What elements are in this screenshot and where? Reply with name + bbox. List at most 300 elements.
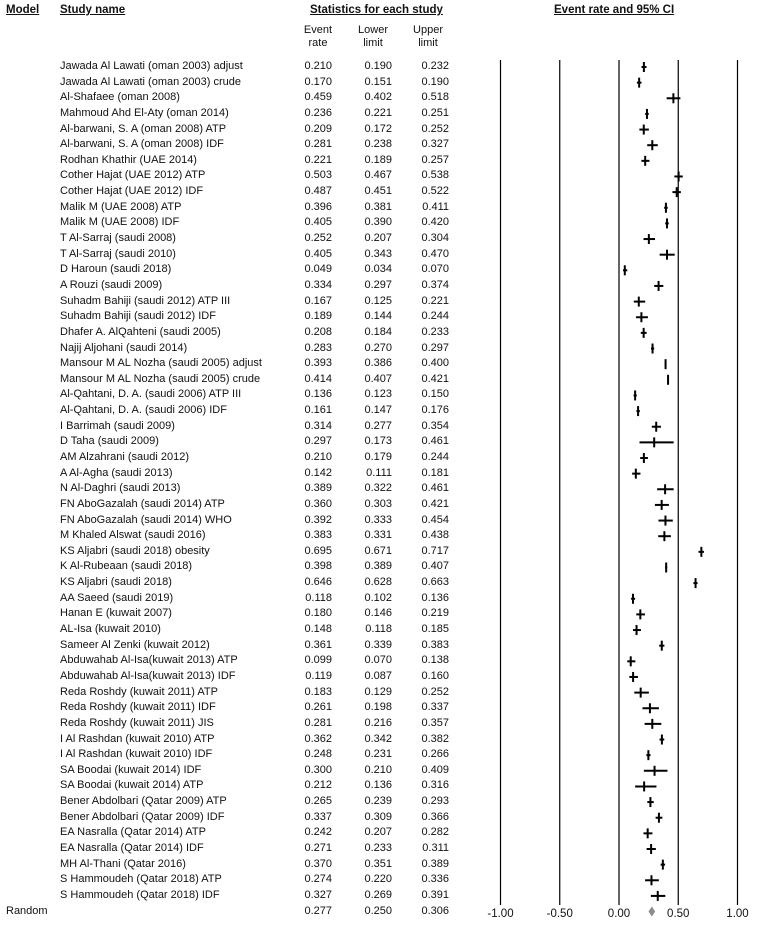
lower-limit: 0.220	[364, 873, 392, 886]
event-rate: 0.183	[304, 685, 332, 698]
study-name: FN AboGazalah (saudi 2014) WHO	[60, 513, 232, 526]
table-row	[0, 888, 470, 903]
study-marker	[674, 171, 682, 181]
study-name-header: Study name	[60, 4, 126, 16]
table-row	[0, 669, 470, 684]
event-rate: 0.210	[304, 60, 332, 72]
table-row	[0, 622, 470, 637]
event-rate: 0.414	[304, 372, 332, 385]
table-row	[0, 497, 470, 512]
event-rate: 0.170	[304, 75, 332, 88]
table-row	[0, 75, 470, 90]
study-marker	[651, 891, 665, 901]
study-marker	[672, 187, 680, 197]
table-row	[0, 481, 470, 496]
upper-limit: 0.257	[421, 153, 449, 166]
lower-limit: 0.173	[364, 435, 392, 448]
upper-limit: 0.366	[421, 810, 449, 823]
table-row	[0, 59, 470, 74]
lower-limit: 0.136	[364, 779, 392, 792]
lower-limit: 0.342	[364, 732, 392, 745]
event-rate: 0.261	[304, 701, 332, 714]
event-rate: 0.300	[304, 763, 332, 776]
event-rate: 0.277	[304, 904, 332, 917]
study-marker	[658, 516, 672, 526]
study-marker	[651, 344, 654, 354]
lower-limit: 0.351	[364, 857, 392, 870]
study-name: A Rouzi (saudi 2009)	[60, 278, 163, 291]
study-name: I Barrimah (saudi 2009)	[60, 419, 175, 432]
lower-limit: 0.238	[364, 138, 392, 151]
lower-limit: 0.087	[364, 669, 392, 682]
study-marker	[633, 625, 641, 635]
study-marker	[652, 422, 661, 432]
table-row	[0, 168, 470, 183]
table-row	[0, 700, 470, 715]
study-marker	[667, 375, 669, 385]
upper-limit-header	[403, 24, 453, 50]
x-tick-label: 0.50	[667, 908, 690, 920]
upper-limit: 0.316	[421, 779, 449, 792]
study-name: Al-Shafaee (oman 2008)	[60, 91, 180, 104]
upper-limit: 0.407	[421, 560, 449, 573]
lower-limit: 0.407	[364, 372, 392, 385]
upper-limit: 0.251	[421, 106, 449, 119]
upper-limit: 0.252	[421, 685, 449, 698]
event-rate: 0.362	[304, 732, 332, 745]
study-name: KS Aljabri (saudi 2018) obesity	[60, 544, 210, 557]
upper-limit: 0.176	[421, 404, 449, 417]
upper-limit: 0.421	[421, 497, 449, 510]
upper-limit: 0.219	[421, 607, 449, 620]
event-rate: 0.161	[304, 404, 332, 417]
event-rate-header	[293, 24, 343, 50]
lower-limit: 0.172	[364, 122, 392, 135]
upper-limit: 0.160	[421, 669, 449, 682]
study-name: Dhafer A. AlQahteni (saudi 2005)	[60, 325, 221, 338]
lower-limit: 0.250	[364, 904, 392, 917]
table-row	[0, 153, 470, 168]
table-row	[0, 137, 470, 152]
event-rate: 0.297	[304, 435, 332, 448]
study-marker	[641, 156, 649, 166]
event-rate: 0.361	[304, 638, 332, 651]
upper-limit: 0.336	[421, 873, 449, 886]
study-name: AM Alzahrani (saudi 2012)	[60, 451, 190, 463]
upper-limit: 0.409	[421, 763, 449, 776]
study-name: Mahmoud Ahd El-Aty (oman 2014)	[60, 106, 229, 119]
upper-limit: 0.304	[421, 232, 449, 245]
study-name: D Taha (saudi 2009)	[60, 435, 159, 448]
event-rate: 0.189	[304, 310, 332, 323]
lower-limit: 0.628	[364, 576, 392, 589]
study-name: MH Al-Thani (Qatar 2016)	[60, 857, 186, 870]
lower-limit: 0.216	[364, 716, 392, 729]
table-row	[0, 528, 470, 543]
study-marker	[645, 875, 659, 885]
table-row	[0, 325, 470, 340]
lower-limit: 0.467	[364, 169, 392, 182]
study-name: Al-barwani, S. A (oman 2008) ATP	[60, 122, 227, 135]
lower-limit: 0.331	[364, 529, 392, 542]
lower-limit: 0.034	[364, 263, 392, 276]
study-name: Jawada Al Lawati (oman 2003) adjust	[60, 60, 243, 72]
lower-limit: 0.221	[364, 106, 392, 119]
lower-limit: 0.322	[364, 482, 392, 495]
study-name: Mansour M AL Nozha (saudi 2005) crude	[60, 372, 261, 385]
lower-limit-header	[348, 24, 398, 50]
upper-limit: 0.306	[421, 904, 449, 917]
study-marker	[647, 797, 653, 807]
lower-limit: 0.239	[364, 795, 392, 808]
event-rate: 0.148	[304, 623, 332, 636]
summary-row	[0, 904, 470, 919]
table-row	[0, 857, 470, 872]
table-row	[0, 778, 470, 793]
study-name: Hanan E (kuwait 2007)	[60, 607, 172, 620]
upper-limit: 0.233	[421, 325, 449, 338]
study-name: Cother Hajat (UAE 2012) IDF	[60, 185, 204, 198]
lower-limit-header-line2: limit	[363, 37, 383, 49]
table-row	[0, 403, 470, 418]
study-name: Reda Roshdy (kuwait 2011) ATP	[60, 685, 218, 698]
study-marker	[623, 265, 627, 275]
study-name: EA Nasralla (Qatar 2014) IDF	[60, 842, 204, 854]
study-name: Mansour M AL Nozha (saudi 2005) adjust	[60, 357, 262, 370]
upper-limit: 0.221	[421, 294, 449, 307]
study-name: Malik M (UAE 2008) ATP	[60, 200, 182, 213]
event-rate: 0.212	[304, 779, 332, 792]
study-marker	[658, 531, 671, 541]
study-marker	[636, 312, 648, 322]
lower-limit: 0.146	[364, 607, 392, 620]
lower-limit: 0.277	[364, 419, 392, 432]
lower-limit: 0.343	[364, 247, 392, 260]
event-rate: 0.327	[304, 888, 332, 901]
study-name: SA Boodai (kuwait 2014) IDF	[60, 763, 202, 776]
study-marker	[634, 297, 645, 307]
upper-limit: 0.190	[421, 75, 449, 88]
study-name: Suhadm Bahiji (saudi 2012) IDF	[60, 310, 216, 323]
event-rate: 0.242	[304, 826, 332, 839]
lower-limit: 0.297	[364, 278, 392, 291]
event-rate: 0.389	[304, 482, 332, 495]
event-rate: 0.695	[304, 544, 332, 557]
upper-limit: 0.421	[421, 372, 449, 385]
lower-limit: 0.451	[364, 185, 392, 198]
lower-limit: 0.390	[364, 216, 392, 229]
upper-limit: 0.327	[421, 138, 449, 151]
lower-limit: 0.190	[364, 60, 392, 72]
event-rate: 0.405	[304, 247, 332, 260]
event-rate: 0.236	[304, 106, 332, 119]
event-rate: 0.459	[304, 91, 332, 104]
event-rate: 0.392	[304, 513, 332, 526]
event-rate: 0.252	[304, 232, 332, 245]
model-header: Model	[6, 4, 40, 16]
study-marker	[654, 281, 663, 291]
study-marker	[645, 109, 649, 119]
upper-limit: 0.297	[421, 341, 449, 354]
lower-limit-header-line1: Lower	[358, 24, 388, 36]
study-marker	[640, 453, 648, 463]
upper-limit: 0.391	[421, 888, 449, 901]
table-row	[0, 638, 470, 653]
event-rate: 0.370	[304, 857, 332, 870]
event-rate: 0.142	[304, 466, 332, 479]
table-row	[0, 841, 470, 856]
upper-limit: 0.244	[421, 451, 449, 463]
study-name: Malik M (UAE 2008) IDF	[60, 216, 180, 229]
study-name: EA Nasralla (Qatar 2014) ATP	[60, 826, 206, 839]
event-rate: 0.136	[304, 388, 332, 401]
upper-limit: 0.420	[421, 216, 449, 229]
study-marker	[639, 125, 648, 135]
lower-limit: 0.381	[364, 200, 392, 213]
table-row	[0, 575, 470, 590]
event-rate: 0.099	[304, 654, 332, 667]
event-rate: 0.221	[304, 153, 332, 166]
upper-limit: 0.252	[421, 122, 449, 135]
study-name: Jawada Al Lawati (oman 2003) crude	[60, 75, 241, 88]
model-label: Random	[6, 904, 48, 917]
lower-limit: 0.125	[364, 294, 392, 307]
study-name: N Al-Daghri (saudi 2013)	[60, 482, 181, 495]
lower-limit: 0.402	[364, 91, 392, 104]
upper-limit: 0.454	[421, 513, 449, 526]
event-rate: 0.360	[304, 497, 332, 510]
upper-limit: 0.389	[421, 857, 449, 870]
study-marker	[661, 860, 666, 870]
event-rate: 0.283	[304, 341, 332, 354]
lower-limit: 0.147	[364, 404, 392, 417]
study-marker	[665, 562, 667, 572]
study-name: Rodhan Khathir (UAE 2014)	[60, 153, 197, 166]
study-marker	[667, 93, 681, 103]
study-name: Sameer Al Zenki (kuwait 2012)	[60, 638, 210, 651]
event-rate: 0.209	[304, 122, 332, 135]
event-rate: 0.118	[305, 591, 332, 604]
lower-limit: 0.129	[364, 685, 392, 698]
study-marker	[647, 140, 658, 150]
study-name: SA Boodai (kuwait 2014) ATP	[60, 779, 204, 792]
study-name: K Al-Rubeaan (saudi 2018)	[60, 560, 193, 573]
study-marker	[641, 328, 647, 338]
event-rate: 0.180	[304, 607, 332, 620]
study-name: M Khaled Alswat (saudi 2016)	[60, 529, 206, 542]
table-row	[0, 513, 470, 528]
event-rate: 0.210	[304, 451, 332, 463]
study-marker	[665, 218, 669, 228]
study-marker	[629, 672, 638, 682]
study-marker	[637, 78, 642, 88]
event-rate: 0.383	[304, 529, 332, 542]
table-row	[0, 278, 470, 293]
lower-limit: 0.231	[364, 748, 392, 761]
study-marker	[659, 641, 664, 651]
upper-limit: 0.382	[421, 732, 449, 745]
study-name: Al-Qahtani, D. A. (saudi 2006) IDF	[60, 404, 227, 417]
table-row	[0, 262, 470, 277]
x-tick-label: -1.00	[487, 908, 514, 920]
event-rate: 0.281	[304, 138, 332, 151]
upper-limit: 0.438	[421, 529, 449, 542]
lower-limit: 0.123	[364, 388, 392, 401]
table-row	[0, 231, 470, 246]
study-marker	[699, 547, 704, 557]
upper-limit: 0.136	[421, 591, 449, 604]
lower-limit: 0.184	[364, 325, 392, 338]
event-rate: 0.281	[304, 716, 332, 729]
upper-limit: 0.400	[421, 357, 449, 370]
lower-limit: 0.118	[365, 623, 392, 636]
lower-limit: 0.333	[364, 513, 392, 526]
upper-limit: 0.181	[421, 466, 449, 479]
study-marker	[655, 500, 669, 510]
study-name: Bener Abdolbari (Qatar 2009) ATP	[60, 795, 227, 808]
study-name: Abduwahab Al-Isa(kuwait 2013) IDF	[60, 669, 236, 682]
table-row	[0, 356, 470, 371]
table-row	[0, 466, 470, 481]
table-row	[0, 247, 470, 262]
table-row	[0, 794, 470, 809]
table-row	[0, 106, 470, 121]
study-name: I Al Rashdan (kuwait 2010) ATP	[60, 732, 215, 745]
lower-limit: 0.207	[364, 232, 392, 245]
event-rate: 0.393	[304, 357, 332, 370]
lower-limit: 0.386	[364, 357, 392, 370]
lower-limit: 0.151	[364, 75, 392, 88]
lower-limit: 0.102	[364, 591, 392, 604]
event-rate: 0.396	[304, 200, 332, 213]
upper-limit: 0.538	[421, 169, 449, 182]
study-marker	[644, 828, 653, 838]
study-name: Suhadm Bahiji (saudi 2012) ATP III	[60, 294, 231, 307]
upper-limit: 0.717	[421, 544, 449, 557]
upper-limit: 0.337	[421, 701, 449, 714]
study-name: Bener Abdolbari (Qatar 2009) IDF	[60, 810, 225, 823]
study-marker	[627, 656, 635, 666]
lower-limit: 0.671	[364, 544, 392, 557]
event-rate: 0.119	[305, 669, 332, 682]
study-marker	[636, 406, 639, 416]
study-name: S Hammoudeh (Qatar 2018) IDF	[60, 888, 220, 901]
lower-limit: 0.207	[364, 826, 392, 839]
table-row	[0, 872, 470, 887]
statistics-header: Statistics for each study	[310, 4, 443, 16]
study-name: Abduwahab Al-Isa(kuwait 2013) ATP	[60, 654, 238, 667]
event-rate: 0.167	[304, 294, 332, 307]
study-marker	[636, 609, 645, 619]
upper-limit: 0.663	[421, 576, 449, 589]
study-name: A Al-Agha (saudi 2013)	[60, 466, 173, 479]
upper-limit: 0.461	[421, 435, 449, 448]
lower-limit: 0.339	[364, 638, 392, 651]
event-rate-header-line2: rate	[308, 37, 328, 49]
study-marker	[693, 578, 697, 588]
study-marker	[646, 750, 650, 760]
study-name: T Al-Sarraj (saudi 2008)	[60, 232, 176, 245]
table-row	[0, 200, 470, 215]
study-marker	[644, 234, 655, 244]
upper-limit: 0.354	[421, 419, 449, 432]
upper-limit: 0.470	[421, 247, 449, 260]
upper-limit: 0.266	[421, 748, 449, 761]
study-marker	[645, 719, 662, 729]
study-marker	[660, 250, 675, 260]
event-rate: 0.271	[304, 842, 332, 854]
study-name: T Al-Sarraj (saudi 2010)	[60, 247, 176, 260]
event-rate: 0.503	[304, 169, 332, 182]
study-marker	[640, 437, 674, 447]
x-tick-label: -0.50	[546, 908, 573, 920]
event-rate: 0.208	[304, 325, 332, 338]
study-marker	[642, 62, 647, 72]
plot-title: Event rate and 95% CI	[554, 4, 675, 16]
x-tick-label: 1.00	[726, 908, 749, 920]
event-rate: 0.274	[304, 873, 332, 886]
lower-limit: 0.144	[364, 310, 392, 323]
table-row	[0, 450, 470, 465]
table-row	[0, 341, 470, 356]
table-row	[0, 747, 470, 762]
upper-limit: 0.138	[421, 654, 449, 667]
study-marker	[631, 594, 635, 604]
table-row	[0, 544, 470, 559]
lower-limit: 0.389	[364, 560, 392, 573]
upper-limit: 0.374	[421, 278, 449, 291]
study-name: Reda Roshdy (kuwait 2011) JIS	[60, 716, 214, 729]
table-row	[0, 559, 470, 574]
upper-limit: 0.244	[421, 310, 449, 323]
table-row	[0, 606, 470, 621]
lower-limit: 0.179	[364, 451, 392, 463]
table-row	[0, 184, 470, 199]
table-row	[0, 294, 470, 309]
study-name: D Haroun (saudi 2018)	[60, 263, 172, 276]
table-row	[0, 810, 470, 825]
study-name: Cother Hajat (UAE 2012) ATP	[60, 169, 206, 182]
study-name: S Hammoudeh (Qatar 2018) ATP	[60, 873, 222, 886]
upper-limit: 0.070	[421, 263, 449, 276]
study-marker	[660, 735, 665, 745]
upper-limit: 0.522	[421, 185, 449, 198]
upper-limit: 0.232	[421, 60, 449, 72]
table-row	[0, 732, 470, 747]
upper-limit: 0.150	[421, 388, 449, 401]
event-rate: 0.398	[304, 560, 332, 573]
study-name: Najij Aljohani (saudi 2014)	[60, 341, 188, 354]
study-marker	[664, 203, 668, 213]
study-name: Reda Roshdy (kuwait 2011) IDF	[60, 701, 216, 714]
table-row	[0, 434, 470, 449]
table-row	[0, 716, 470, 731]
event-rate: 0.405	[304, 216, 332, 229]
event-rate: 0.334	[304, 278, 332, 291]
upper-limit: 0.518	[421, 91, 449, 104]
upper-limit: 0.383	[421, 638, 449, 651]
table-row	[0, 763, 470, 778]
upper-limit: 0.461	[421, 482, 449, 495]
table-row	[0, 372, 470, 387]
upper-limit: 0.282	[421, 826, 449, 839]
upper-limit: 0.411	[422, 200, 449, 213]
study-marker	[665, 359, 667, 369]
upper-limit: 0.311	[422, 842, 449, 854]
lower-limit: 0.070	[364, 654, 392, 667]
study-marker	[632, 469, 640, 479]
study-name: AL-Isa (kuwait 2010)	[60, 623, 161, 636]
